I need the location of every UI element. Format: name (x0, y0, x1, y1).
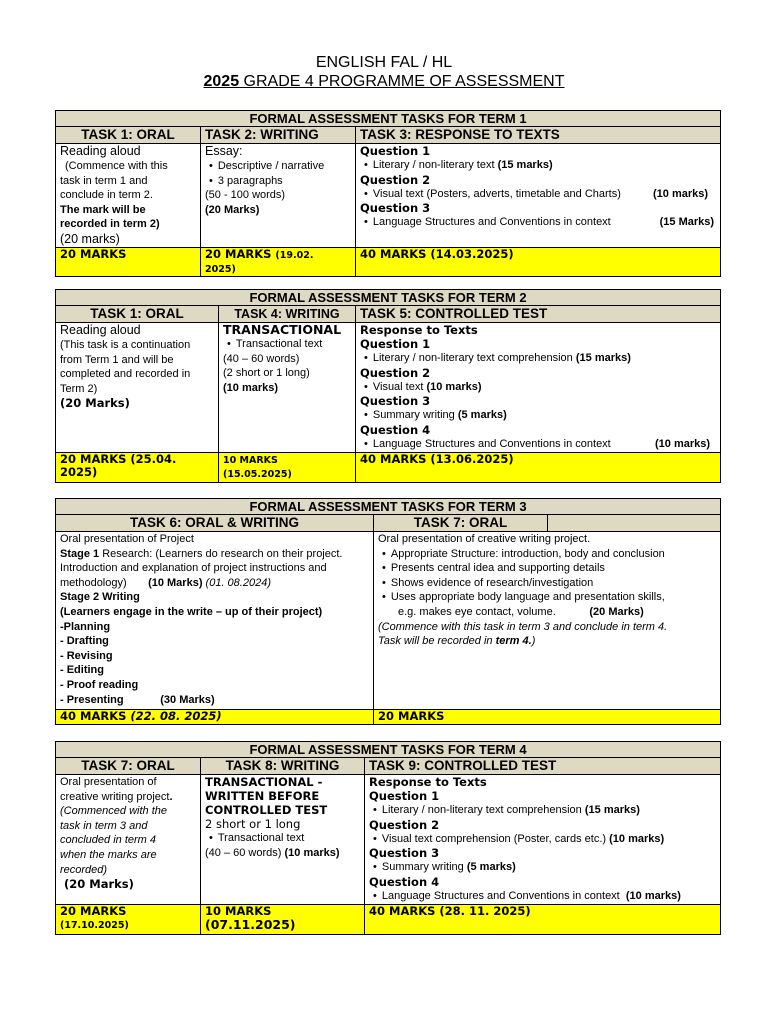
t7-bullet: • Shows evidence of research/investigation (378, 576, 716, 591)
t2-essay-label: Essay: (205, 144, 243, 158)
t6-step: - Presenting (30 Marks) (60, 693, 215, 706)
t1-line: completed and recorded in (60, 368, 191, 381)
t7-total: (20 Marks) (64, 877, 134, 892)
term4-task9-heading: TASK 9: CONTROLLED TEST (365, 758, 721, 775)
t7-note1: (Commence with this task in term 3 and conclude in term 4. (378, 620, 668, 633)
term4-task9-body (365, 775, 721, 905)
t3-q1: Question 1 (360, 144, 431, 158)
t6-l3: Introduction and explanation of project instructions and (60, 562, 327, 575)
term1-task2-heading: TASK 2: WRITING (201, 127, 356, 144)
t1-total: (20 Marks) (60, 396, 130, 411)
t9-q3: Question 3 (369, 846, 440, 861)
term4-task8-heading: TASK 8: WRITING (201, 758, 365, 775)
term4-task8-body (201, 775, 365, 905)
t2-words: (50 - 100 words) (205, 189, 286, 202)
t3-q2: Question 2 (360, 172, 431, 187)
t4-bullet: • Transactional text (223, 337, 351, 352)
term3-empty-heading (548, 515, 721, 532)
t8-length: 2 short or 1 long (205, 817, 301, 831)
t7-l5: concluded in term 4 (60, 834, 156, 847)
term3-task6-marks: 40 MARKS (22. 08. 2025) (56, 710, 374, 725)
t5-q4-item: • Language Structures and Conventions in context (10 marks) (360, 437, 716, 452)
t3-q3-item: • Language Structures and Conventions in context (15 Marks) (360, 215, 716, 230)
t9-q1-item: • Literary / non-literary text comprehension (15 marks) (369, 803, 716, 818)
t9-q1: Question 1 (369, 789, 440, 803)
t7-l6: when the marks are (60, 848, 157, 861)
term1-task2-body (201, 144, 356, 248)
t1-line: task in term 1 and (60, 174, 148, 187)
t8-label2: WRITTEN BEFORE (205, 789, 320, 803)
term1-table (55, 110, 721, 277)
t7-bullet: • Presents central idea and supporting details (378, 561, 716, 576)
t9-q4-item: • Language Structures and Conventions in context (10 marks) (369, 889, 716, 904)
t5-sub: Response to Texts (360, 323, 478, 337)
t5-q3-item: • Summary writing (5 marks) (360, 408, 716, 423)
term1-task3-heading: TASK 3: RESPONSE TO TEXTS (356, 127, 721, 144)
document-title: ENGLISH FAL / HL (315, 54, 453, 71)
t6-stage1: Stage 1 Research: (Learners do research on their project. (60, 547, 343, 560)
t9-q2: Question 2 (369, 817, 440, 832)
term3-task7-body (374, 532, 721, 710)
term3-task7-heading: TASK 7: ORAL (374, 515, 548, 532)
term2-task1-heading: TASK 1: ORAL (56, 306, 219, 323)
t9-sub: Response to Texts (369, 775, 487, 789)
t3-q1-item: • Literary / non-literary text (15 marks) (360, 158, 716, 173)
term2-task5-body (356, 323, 721, 453)
t8-bullet: • Transactional text (205, 831, 360, 846)
t5-q3: Question 3 (360, 394, 431, 409)
t3-q3: Question 3 (360, 201, 431, 216)
term2-title: FORMAL ASSESSMENT TASKS FOR TERM 2 (56, 290, 721, 306)
t6-stage2: Stage 2 Writing (60, 591, 140, 604)
t2-total: (20 Marks) (205, 203, 260, 216)
document-subtitle (0, 72, 768, 92)
t4-total: (10 marks) (223, 381, 279, 394)
term2-task5-heading: TASK 5: CONTROLLED TEST (356, 306, 721, 323)
t7-l3: (Commenced with the (60, 805, 167, 818)
t1-line: from Term 1 and will be (60, 353, 174, 366)
t2-bullet: • 3 paragraphs (205, 174, 351, 189)
t1-line: (Commence with this (65, 160, 168, 172)
t9-q2-item: • Visual text comprehension (Poster, cards etc.) (10 marks) (369, 832, 716, 847)
term3-task7-marks: 20 MARKS (374, 710, 721, 725)
t6-stage2-desc: (Learners engage in the write – up of their project) (60, 605, 323, 618)
term1-task1-marks: 20 MARKS (56, 248, 201, 277)
year: 2025 (203, 73, 240, 90)
term4-task7-heading: TASK 7: ORAL (56, 758, 201, 775)
t1-total: (20 marks) (60, 231, 120, 246)
term4-task7-body (56, 775, 201, 905)
t7-l1: Oral presentation of creative writing project. (378, 533, 591, 545)
t1-line: conclude in term 2. (60, 189, 153, 202)
t7-cont: e.g. makes eye contact, volume. (20 Marks) (398, 605, 644, 618)
t6-l1: Oral presentation of Project (60, 533, 194, 545)
t2-bullet: • Descriptive / narrative (205, 159, 351, 174)
t7-bullet: • Uses appropriate body language and presentation skills, (378, 590, 716, 605)
t7-l4: task in term 3 and (60, 819, 148, 832)
t6-step: - Proof reading (60, 678, 139, 691)
term3-task6-heading: TASK 6: ORAL & WRITING (56, 515, 374, 532)
term2-task1-body (56, 323, 219, 453)
t1-reading-aloud: Reading aloud (60, 323, 141, 337)
t7-l2: creative writing project. (60, 790, 173, 803)
term4-title: FORMAL ASSESSMENT TASKS FOR TERM 4 (56, 742, 721, 758)
t8-words: (40 – 60 words) (10 marks) (205, 846, 340, 859)
term4-task7-marks: 20 MARKS (17.10.2025) (56, 905, 201, 935)
t9-q4: Question 4 (369, 874, 440, 889)
term2-task4-body (219, 323, 356, 453)
t1-line: recorded in term 2) (60, 218, 160, 231)
term1-task3-body (356, 144, 721, 248)
t5-q4: Question 4 (360, 422, 431, 437)
term1-task2-marks: 20 MARKS (19.02. 2025) (201, 248, 356, 277)
t5-q1-item: • Literary / non-literary text comprehension (15 marks) (360, 351, 716, 366)
subtitle-text: GRADE 4 PROGRAMME OF ASSESSMENT (239, 73, 565, 90)
t6-l4: methodology) (10 Marks) (01. 08.2024) (60, 576, 271, 589)
t7-l1: Oral presentation of (60, 776, 157, 788)
t6-step: -Planning (60, 620, 111, 633)
term2-table (55, 289, 721, 483)
t7-note2: Task will be recorded in term 4.) (378, 635, 536, 648)
t1-reading-aloud: Reading aloud (60, 144, 141, 158)
t5-q2: Question 2 (360, 365, 431, 380)
t7-l7: recorded) (60, 863, 108, 876)
t8-label3: CONTROLLED TEST (205, 803, 328, 817)
t7-bullet: • Appropriate Structure: introduction, body and conclusion (378, 547, 716, 562)
term4-task8-marks: 10 MARKS (07.11.2025) (201, 905, 365, 935)
t6-step: - Drafting (60, 635, 109, 648)
t6-step: - Editing (60, 664, 104, 677)
term2-task4-marks: 10 MARKS (15.05.2025) (219, 453, 356, 483)
t1-line: (This task is a continuation (60, 339, 191, 351)
t1-line: The mark will be (60, 203, 146, 216)
term4-table (55, 741, 721, 935)
term2-task5-marks: 40 MARKS (13.06.2025) (356, 453, 721, 483)
t9-q3-item: • Summary writing (5 marks) (369, 860, 716, 875)
term1-task1-body (56, 144, 201, 248)
term2-task1-marks: 20 MARKS (25.04. 2025) (56, 453, 219, 483)
term3-task6-body (56, 532, 374, 710)
term1-task3-marks: 40 MARKS (14.03.2025) (356, 248, 721, 277)
t5-q2-item: • Visual text (10 marks) (360, 380, 716, 395)
t8-label1: TRANSACTIONAL - (205, 775, 323, 789)
t3-q2-item: • Visual text (Posters, adverts, timetable and Charts) (10 marks) (360, 187, 716, 202)
term1-task1-heading: TASK 1: ORAL (56, 127, 201, 144)
t4-words: (40 – 60 words) (223, 352, 300, 365)
t1-line: Term 2) (60, 382, 98, 395)
term1-title: FORMAL ASSESSMENT TASKS FOR TERM 1 (56, 111, 721, 127)
term3-title: FORMAL ASSESSMENT TASKS FOR TERM 3 (56, 499, 721, 515)
term2-task4-heading: TASK 4: WRITING (219, 306, 356, 323)
t4-label: TRANSACTIONAL (223, 322, 342, 337)
t6-step: - Revising (60, 649, 113, 662)
t5-q1: Question 1 (360, 337, 431, 351)
term4-task9-marks: 40 MARKS (28. 11. 2025) (365, 905, 721, 935)
t4-length: (2 short or 1 long) (223, 367, 310, 380)
term3-table (55, 498, 721, 725)
